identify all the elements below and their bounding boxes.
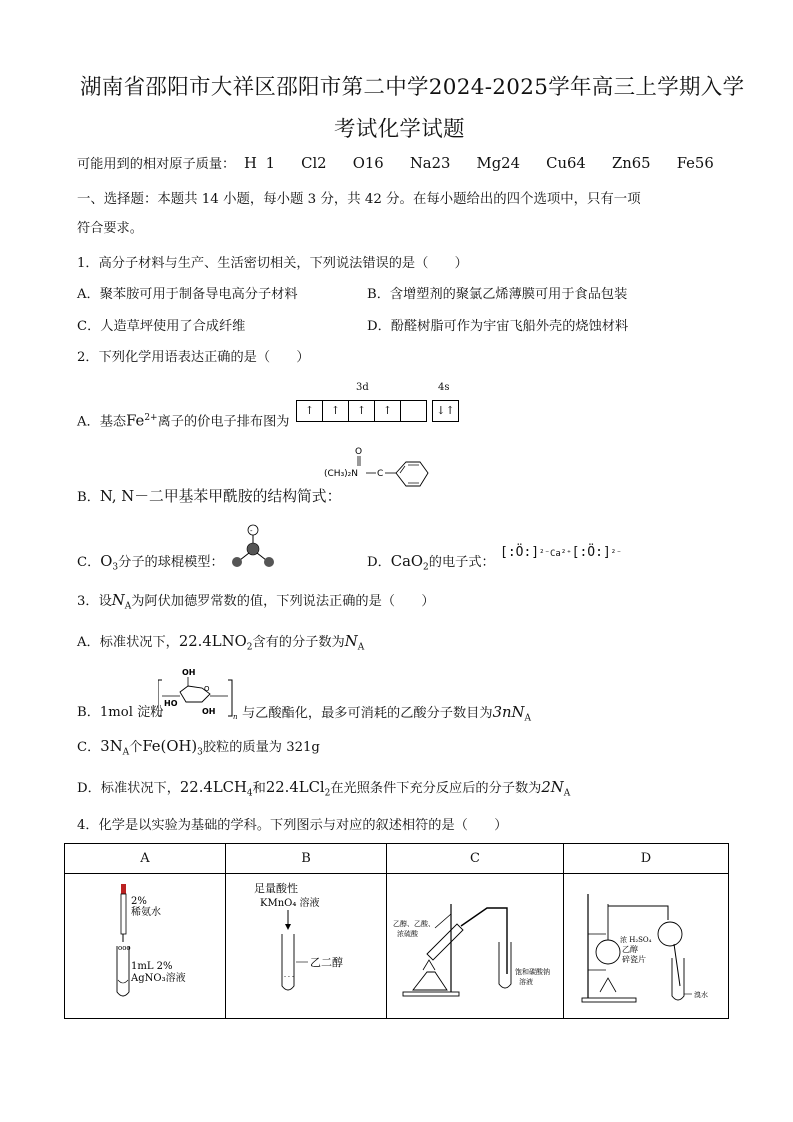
polymer-n: n: [233, 713, 238, 721]
mass-fe: Fe56: [676, 155, 714, 172]
q3-c-mid: 个: [129, 740, 143, 755]
ring-o-label: O: [204, 685, 210, 693]
peroxide-left: [:Ö:]: [500, 545, 540, 560]
mass-cl: Cl2: [301, 155, 327, 172]
c-label-2: 浓硫酸: [397, 930, 418, 938]
q3-a-sub: 2: [246, 642, 253, 653]
mass-h: H 1: [243, 155, 275, 172]
q1-option-b: B．含增塑剂的聚氯乙烯薄膜可用于食品包装: [367, 287, 628, 302]
q2-c-text: 分子的球棍模型：: [118, 555, 224, 570]
q3-text: 为阿伏加德罗常数的值，下列说法正确的是（ ）: [131, 594, 435, 609]
q2-d-formula: CaO: [390, 553, 424, 570]
a-label-2: 稀氨水: [131, 907, 161, 918]
q3-c-text: 胶粒的质量为 321g: [202, 740, 320, 755]
c-label-4: 溶液: [519, 978, 533, 986]
carbonyl-o-label: O: [355, 447, 363, 457]
q2-b-prefix: B．: [77, 490, 100, 505]
peroxide-right: [:Ö:]: [571, 545, 611, 560]
q3-a-text: 含有的分子数为: [252, 635, 345, 650]
q3-a-prefix: A．标准状况下，: [77, 635, 179, 650]
q4-cell-d: [564, 874, 729, 1019]
q1-option-c: C．人造草坪使用了合成纤维: [77, 319, 246, 334]
orbital-4s-label: 4s: [438, 382, 450, 393]
q3-d-value: 2N: [541, 779, 564, 796]
b-label-2: KMnO₄ 溶液: [260, 898, 320, 909]
q3-d-a: 22.4LCH: [179, 779, 247, 796]
mass-cu: Cu64: [546, 155, 586, 172]
orbital-box: ↑: [296, 400, 323, 422]
apparatus-c: [387, 874, 563, 1014]
c-label-1: 乙醇、乙酸、: [393, 920, 435, 928]
cao2-electron-formula: [500, 545, 622, 560]
q3-b-value-sub: A: [524, 713, 531, 724]
q2-stem: 2．下列化学用语表达正确的是（ ）: [77, 350, 310, 365]
oh-top-label: OH: [182, 668, 196, 677]
q1-option-d: D．酚醛树脂可作为宇宙飞船外壳的烧蚀材料: [367, 319, 629, 334]
section-heading: 一、选择题：本题共 14 小题，每小题 3 分，共 42 分。在每小题给出的四个选项中，只有一项: [77, 192, 641, 207]
starch-structure: [158, 666, 238, 721]
q2-a-charge: 2+: [144, 413, 158, 423]
orbital-box: ↑: [348, 400, 375, 422]
b-label-1: 足量酸性: [254, 882, 298, 895]
q1-option-a: A．聚苯胺可用于制备导电高分子材料: [77, 287, 298, 302]
q3-d-and: 和: [252, 781, 266, 796]
page-subtitle: 考试化学试题: [334, 117, 465, 142]
d-label-4: 溴水: [694, 991, 708, 999]
q3-option-c: [77, 739, 320, 761]
mass-na: Na23: [409, 155, 451, 172]
q2-d-prefix: D．: [367, 555, 391, 570]
q2-option-b: [77, 489, 341, 506]
a-label-1: 2%: [131, 896, 147, 907]
svg-text:- - -: - - -: [284, 973, 294, 980]
q3-d-value-sub: A: [563, 788, 571, 799]
q3-c-formula: Fe(OH): [142, 738, 198, 755]
q2-d-sub: 2: [423, 562, 429, 573]
calcium-ion: ²⁻Ca²⁺: [539, 549, 572, 559]
orbital-box: ↑: [374, 400, 401, 422]
q4-stem: 4．化学是以实验为基础的学科。下列图示与对应的叙述相符的是（ ）: [77, 818, 508, 833]
q4-header-c: C: [387, 844, 564, 874]
mass-zn: Zn65: [611, 155, 651, 172]
d-label-1: 浓 H₂SO₄: [620, 936, 652, 944]
q2-a-ion: Fe: [126, 412, 145, 430]
apparatus-a: [65, 874, 225, 1014]
q1-stem: 1．高分子材料与生产、生活密切相关，下列说法错误的是（ ）: [77, 256, 468, 271]
q3-c-num-sub: A: [122, 747, 130, 758]
q3-d-b-sub: 2: [324, 788, 331, 799]
atomic-masses-label: 可能用到的相对原子质量：: [77, 157, 236, 172]
dimethylamino-label: (CH₃)₂N: [324, 469, 359, 479]
mass-mg: Mg24: [476, 155, 520, 172]
orbital-box: ↑: [322, 400, 349, 422]
q2-a-text: 离子的价电子排布图为: [157, 414, 290, 430]
q2-option-c: [77, 554, 224, 576]
page-title: 湖南省邵阳市大祥区邵阳市第二中学2024-2025学年高三上学期入学: [80, 75, 745, 100]
q4-header-d: D: [564, 844, 729, 874]
q2-c-formula: O: [100, 553, 113, 570]
q4-cell-a: [65, 874, 226, 1019]
q3-option-a: [77, 634, 364, 656]
orbital-3d-boxes: [297, 400, 427, 422]
q2-a-prefix: A．基态: [77, 414, 127, 430]
q3-option-d: [77, 780, 570, 802]
peroxide-charge: ²⁻: [610, 549, 622, 559]
svg-text:ooo: ooo: [118, 944, 131, 952]
q2-option-a: [77, 410, 289, 430]
q3-prefix: 3．设: [77, 594, 112, 609]
q3-c-num: 3N: [100, 738, 123, 755]
q3-option-b: [242, 705, 531, 727]
a-label-3: 1mL 2%: [131, 961, 173, 972]
q3-a-formula: 22.4LNO: [178, 633, 247, 650]
orbital-box: [400, 400, 427, 422]
q3-d-a-sub: 4: [246, 788, 253, 799]
q3-stem: [77, 593, 435, 615]
q3-na-sub: A: [124, 601, 132, 612]
b-label-3: 乙二醇: [310, 956, 343, 969]
d-label-2: 乙醇: [622, 945, 638, 954]
q3-d-text: 在光照条件下充分反应后的分子数为: [330, 781, 542, 796]
q2-c-sub: 3: [112, 562, 119, 573]
ozone-ball-stick-model: [228, 520, 278, 570]
q2-b-text: N, N－二甲基苯甲酰胺的结构简式：: [99, 488, 342, 505]
a-label-4: AgNO₃溶液: [131, 973, 186, 984]
mass-o: O16: [352, 155, 384, 172]
apparatus-d: [564, 874, 728, 1014]
section-heading-cont: 符合要求。: [77, 221, 143, 236]
q3-b-text: 与乙酸酯化，最多可消耗的乙酸分子数目为: [242, 706, 493, 721]
q3-a-na-sub: A: [357, 642, 365, 653]
oh-bottom-label: OH: [202, 707, 216, 716]
carbonyl-c-label: C: [377, 469, 384, 479]
q3-c-sub: 3: [197, 747, 203, 758]
q3-d-b: 22.4LCl: [265, 779, 325, 796]
q2-d-text: 的电子式：: [428, 555, 495, 570]
q4-cell-c: [387, 874, 564, 1019]
c-label-3: 饱和碳酸钠: [515, 968, 550, 976]
ho-label: HO: [164, 699, 178, 708]
orbital-4s-boxes: [433, 400, 459, 422]
apparatus-b: [226, 874, 386, 1014]
q3-a-na: N: [344, 633, 358, 650]
q4-header-a: A: [65, 844, 226, 874]
d-label-3: 碎瓷片: [622, 955, 646, 964]
q3-option-b-prefix: B．1mol 淀粉: [77, 705, 164, 720]
q4-table: [64, 843, 729, 1019]
q3-c-prefix: C．: [77, 740, 101, 755]
q4-cell-b: [226, 874, 387, 1019]
q3-na: N: [111, 592, 125, 609]
q4-header-b: B: [226, 844, 387, 874]
q2-c-prefix: C．: [77, 555, 101, 570]
q3-d-prefix: D．标准状况下，: [77, 781, 180, 796]
q2-option-d: [367, 554, 495, 576]
svg-text:-: -: [250, 527, 253, 535]
orbital-box-4s: ↓↑: [432, 400, 459, 422]
benzamide-structure: [322, 442, 442, 502]
orbital-3d-label: 3d: [356, 382, 369, 393]
q3-b-value: 3nN: [492, 704, 525, 721]
atomic-masses-line: [77, 156, 714, 173]
